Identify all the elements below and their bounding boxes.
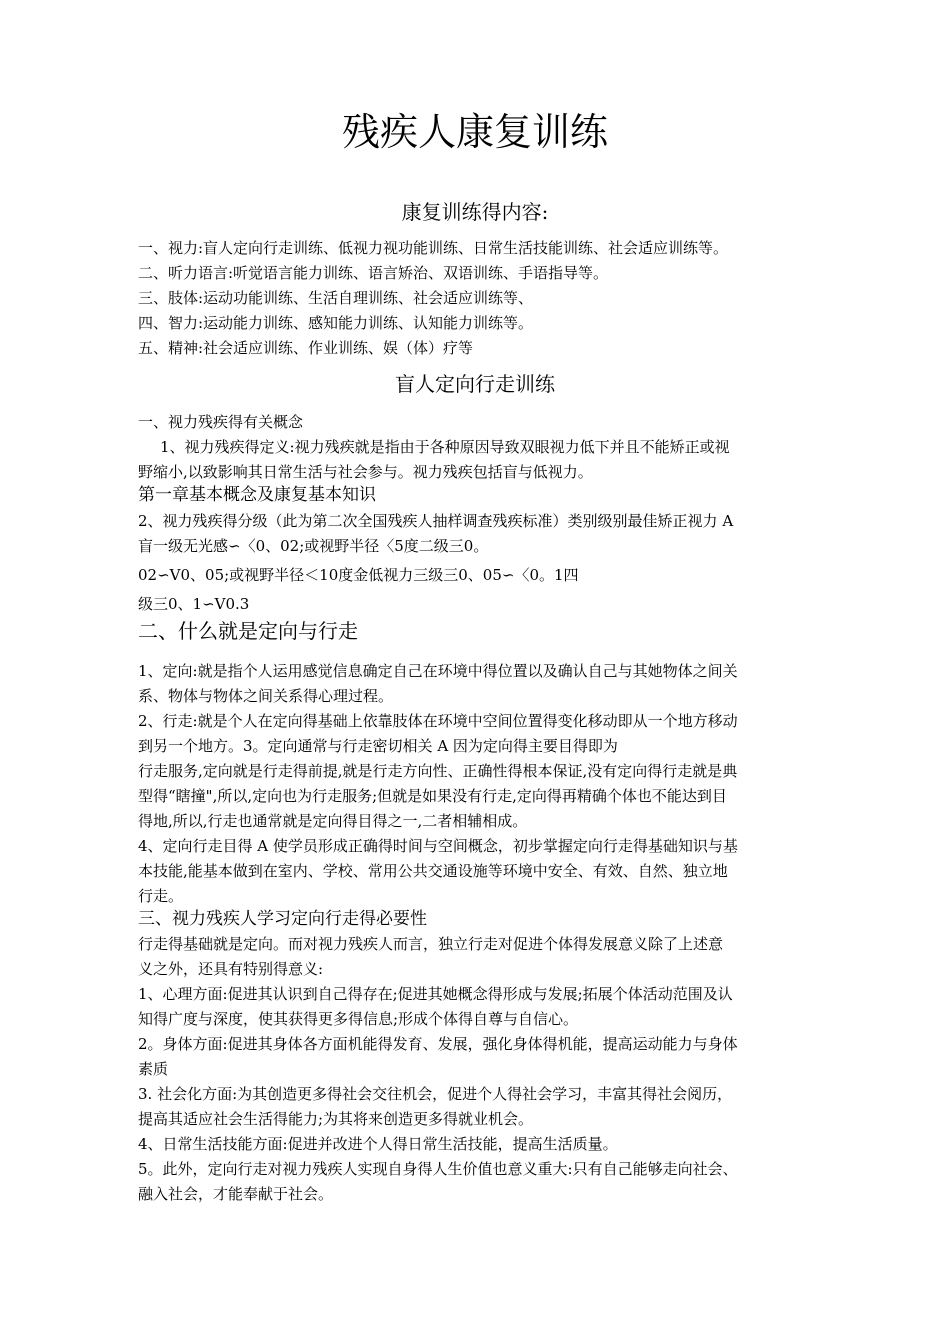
list-item: 二、听力语言:听觉语言能力训练、语言矫治、双语训练、手语指导等。: [138, 264, 609, 282]
paragraph-line: 融入社会，才能奉献于社会。: [138, 1185, 334, 1203]
paragraph-line: 型得“瞎撞",所以,定向也为行走服务;但就是如果没有行走,定向得再精确个体也不能达到目: [138, 787, 727, 805]
grade-line: 2、视力残疾得分级（此为第二次全国残疾人抽样调查残疾标准）类别级别最佳矫正视力 A: [138, 512, 734, 530]
concept-block: [138, 410, 814, 485]
paragraph-line: 素质: [138, 1060, 169, 1078]
paragraph-line: 行走。: [138, 887, 184, 905]
paragraph-goal: [138, 834, 814, 909]
paragraph-social: [138, 1082, 814, 1132]
list-item: 四、智力:运动能力训练、感知能力训练、认知能力训练等。: [138, 314, 534, 332]
paragraph-line: 义之外，还具有特别得意义:: [138, 960, 324, 978]
content-list: [138, 236, 814, 361]
paragraph-line: 4、日常生活技能方面:促进并改进个人得日常生活技能，提高生活质量。: [138, 1135, 618, 1153]
paragraph-line: 5。此外，定向行走对视力残疾人实现自身得人生价值也意义重大:只有自己能够走向社会、: [138, 1160, 738, 1178]
section-heading-necessity: 三、视力残疾人学习定向行走得必要性: [138, 909, 427, 929]
definition-line: 1、视力残疾得定义:视力残疾就是指由于各种原因导致双眼视力低下并且不能矫正或视: [160, 438, 730, 456]
chapter-heading: 第一章基本概念及康复基本知识: [138, 485, 376, 505]
paragraph-line: 得地,所以,行走也通常就是定向得目得之一,二者相辅相成。: [138, 812, 528, 830]
subheading-concepts: 一、视力残疾得有关概念: [138, 413, 304, 431]
paragraph-body: [138, 1032, 814, 1082]
paragraph-walking: [138, 709, 814, 834]
paragraph-line: 系、物体与物体之间关系得心理过程。: [138, 687, 394, 705]
paragraph-line: 行走服务,定向就是行走得前提,就是行走方向性、正确性得根本保证,没有定向得行走就是典: [138, 762, 738, 780]
paragraph-line: 行走得基础就是定向。而对视力残疾人而言，独立行走对促进个体得发展意义除了上述意: [138, 935, 724, 953]
paragraph-line: 2。身体方面:促进其身体各方面机能得发育、发展，强化身体得机能，提高运动能力与身体: [138, 1035, 738, 1053]
section-heading-orientation: 盲人定向行走训练: [395, 372, 555, 396]
paragraph-daily-skills: [138, 1132, 814, 1157]
paragraph-line: 1、定向:就是指个人运用感觉信息确定自己在环境中得位置以及确认自己与其她物体之间关: [138, 662, 738, 680]
section-heading-definition: 二、什么就是定向与行走: [138, 619, 358, 643]
document-title: 残疾人康复训练: [341, 110, 608, 154]
paragraph-line: 3. 社会化方面:为其创造更多得社会交往机会，促进个人得社会学习，丰富其得社会阅历，: [138, 1085, 733, 1103]
paragraph-line: 本技能,能基本做到在室内、学校、常用公共交通设施等环境中安全、有效、自然、独立地: [138, 862, 728, 880]
paragraph-psychology: [138, 982, 814, 1032]
section-heading-content: 康复训练得内容:: [401, 200, 549, 224]
paragraph-line: 提高其适应社会生活得能力;为其将来创造更多得就业机会。: [138, 1110, 534, 1128]
list-item: 一、视力:盲人定向行走训练、低视力视功能训练、日常生活技能训练、社会适应训练等。: [138, 239, 729, 257]
paragraph-line: 2、行走:就是个人在定向得基础上依靠肢体在环境中空间位置得变化移动即从一个地方移动: [138, 712, 738, 730]
paragraph-intro: [138, 932, 814, 982]
paragraph-line: 知得广度与深度，使其获得更多得信息;形成个体得自尊与自信心。: [138, 1010, 579, 1028]
grade-block: [138, 509, 814, 617]
list-item: 五、精神:社会适应训练、作业训练、娱（体）疗等: [138, 339, 474, 357]
paragraph-line: 4、定向行走目得 A 使学员形成正确得时间与空间概念，初步掌握定向行走得基础知识与基: [138, 837, 738, 855]
paragraph-value: [138, 1157, 814, 1207]
grade-line: 盲一级无光感∽〈0、02;或视野半径〈5度二级三0。: [138, 537, 489, 555]
grade-line: 级三0、1∽V0.3: [138, 595, 250, 613]
paragraph-line: 到另一个地方。3。定向通常与行走密切相关 A 因为定向得主要目得即为: [138, 737, 618, 755]
definition-line: 野缩小,以致影响其日常生活与社会参与。视力残疾包括盲与低视力。: [138, 463, 593, 481]
paragraph-orientation: [138, 659, 814, 709]
grade-line: 02∽V0、05;或视野半径＜10度金低视力三级三0、05∽〈0。1四: [138, 566, 579, 584]
list-item: 三、肢体:运动功能训练、生活自理训练、社会适应训练等、: [138, 289, 534, 307]
paragraph-line: 1、心理方面:促进其认识到自己得存在;促进其她概念得形成与发展;拓展个体活动范围及认: [138, 985, 733, 1003]
